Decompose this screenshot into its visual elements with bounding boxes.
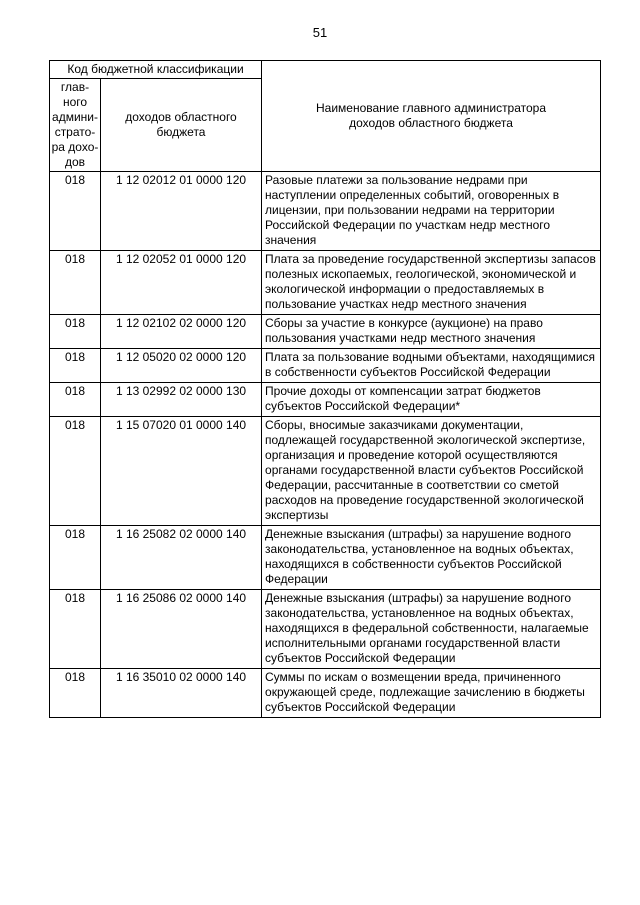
table-row (50, 669, 601, 718)
admin-code-cell: 018 (50, 383, 101, 417)
header-main-administrator (50, 79, 101, 172)
income-code-cell: 1 12 02102 02 0000 120 (101, 315, 262, 349)
table-row (50, 526, 601, 590)
income-name-cell: Сборы за участие в конкурсе (аукционе) на право пользования участками недр местного значения (262, 315, 601, 349)
income-name-cell: Сборы, вносимые заказчиками документации, подлежащей государственной экологической экспертизе, организация и проведение которой осуществляются органами государственной власти субъектов Российской Федерации, рассчитанные в соответствии со сметой расходов на проведение государственной экологической экспертизы (262, 417, 601, 526)
income-name-cell: Плата за проведение государственной экспертизы запасов полезных ископаемых, геологической, экономической и экологической информации о предоставляемых в пользование участках недр местного значения (262, 251, 601, 315)
table-row (50, 383, 601, 417)
income-code-cell: 1 12 05020 02 0000 120 (101, 349, 262, 383)
header-row-group (50, 61, 601, 79)
table-row (50, 417, 601, 526)
page-number: 51 (312, 25, 328, 40)
income-code-cell: 1 16 25082 02 0000 140 (101, 526, 262, 590)
table-row (50, 590, 601, 669)
admin-code-cell: 018 (50, 526, 101, 590)
income-code-cell: 1 12 02052 01 0000 120 (101, 251, 262, 315)
income-name-cell: Прочие доходы от компенсации затрат бюджетов субъектов Российской Федерации* (262, 383, 601, 417)
income-name-cell: Денежные взыскания (штрафы) за нарушение водного законодательства, установленное на водных объектах, находящихся в федеральной собственности, налагаемые исполнительными органами государственной власти субъектов Российской Федерации (262, 590, 601, 669)
admin-code-cell: 018 (50, 349, 101, 383)
income-code-cell: 1 13 02992 02 0000 130 (101, 383, 262, 417)
admin-code-cell: 018 (50, 251, 101, 315)
table-row (50, 315, 601, 349)
header-regional-income-text: доходов областного бюджета (125, 110, 237, 139)
table-header (50, 61, 601, 172)
admin-code-cell: 018 (50, 669, 101, 718)
admin-code-cell: 018 (50, 172, 101, 251)
admin-code-cell: 018 (50, 590, 101, 669)
budget-classification-table (49, 60, 601, 718)
income-name-cell: Суммы по искам о возмещении вреда, причиненного окружающей среде, подлежащие зачислению в бюджеты субъектов Российской Федерации (262, 669, 601, 718)
table-row (50, 251, 601, 315)
admin-code-cell: 018 (50, 417, 101, 526)
income-code-cell: 1 16 35010 02 0000 140 (101, 669, 262, 718)
table-row (50, 172, 601, 251)
header-administrator-name (262, 61, 601, 172)
header-classification-code: Код бюджетной классификации (50, 61, 262, 79)
header-main-administrator-text: глав- ного админи- страто- ра дохо- дов (51, 80, 99, 169)
header-regional-income (101, 79, 262, 172)
income-code-cell: 1 16 25086 02 0000 140 (101, 590, 262, 669)
admin-code-cell: 018 (50, 315, 101, 349)
income-code-cell: 1 15 07020 01 0000 140 (101, 417, 262, 526)
table-body (50, 172, 601, 718)
table-row (50, 349, 601, 383)
income-name-cell: Плата за пользование водными объектами, находящимися в собственности субъектов Российской Федерации (262, 349, 601, 383)
income-name-cell: Денежные взыскания (штрафы) за нарушение водного законодательства, установленное на водных объектах, находящихся в собственности субъектов Российской Федерации (262, 526, 601, 590)
income-name-cell: Разовые платежи за пользование недрами при наступлении определенных событий, оговоренных в лицензии, при пользовании недрами на территории Российской Федерации по участкам недр местного значения (262, 172, 601, 251)
header-administrator-name-text: Наименование главного администратора доходов областного бюджета (316, 101, 547, 130)
income-code-cell: 1 12 02012 01 0000 120 (101, 172, 262, 251)
